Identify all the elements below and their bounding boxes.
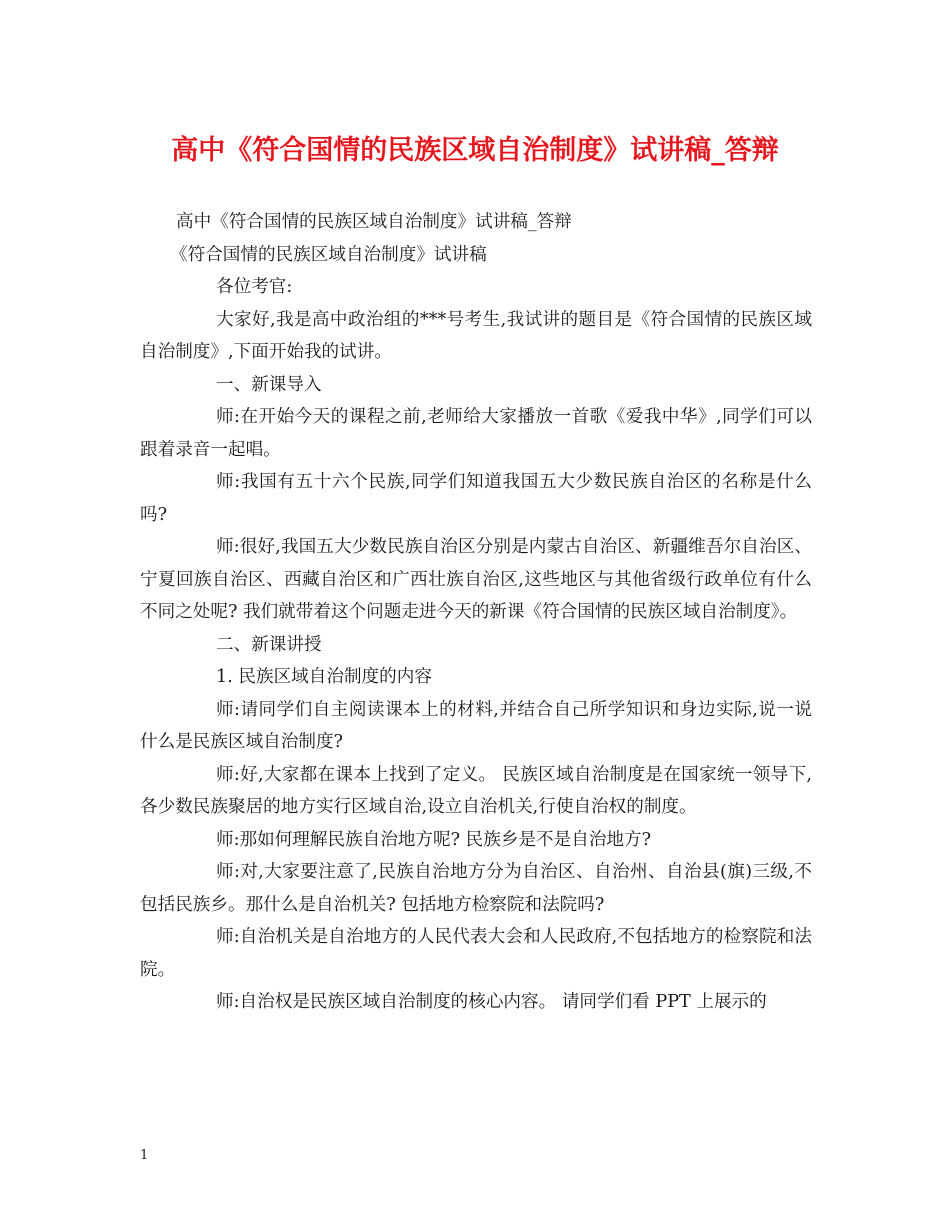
paragraph: 大家好,我是高中政治组的***号考生,我试讲的题目是《符合国情的民族区域自治制度》,下面开始我的试讲。: [140, 309, 812, 362]
paragraph: 师:好,大家都在课本上找到了定义。 民族区域自治制度是在国家统一领导下,各少数民族聚居的地方实行区域自治,设立自治机关,行使自治权的制度。: [140, 764, 812, 817]
page-number: 1: [140, 1148, 149, 1163]
paragraph: 师:请同学们自主阅读课本上的材料,并结合自己所学知识和身边实际,说一说什么是民族区域自治制度?: [140, 699, 812, 752]
paragraph: 师:自治权是民族区域自治制度的核心内容。 请同学们看 PPT 上展示的: [216, 992, 767, 1012]
paragraph: 师:我国有五十六个民族,同学们知道我国五大少数民族自治区的名称是什么吗?: [140, 472, 812, 525]
paragraph: 师:很好,我国五大少数民族自治区分别是内蒙古自治区、新疆维吾尔自治区、宁夏回族自治区、西藏自治区和广西壮族自治区,这些地区与其他省级行政单位有什么不同之处呢? 我们就带着这个问题走进今天的新课《符合国情的民族区域自治制度》。: [140, 537, 812, 622]
paragraph: 师:在开始今天的课程之前,老师给大家播放一首歌《爱我中华》,同学们可以跟着录音一起唱。: [140, 407, 812, 460]
paragraph-heading: 《符合国情的民族区域自治制度》试讲稿: [170, 244, 487, 265]
document-title: 高中《符合国情的民族区域自治制度》试讲稿_答辩: [171, 135, 779, 166]
document-body: [140, 206, 812, 1019]
section-heading: 二、新课讲授: [216, 634, 322, 655]
section-heading: 一、新课导入: [216, 374, 322, 395]
subsection-heading: 1. 民族区域自治制度的内容: [216, 667, 432, 687]
paragraph: 师:那如何理解民族自治地方呢? 民族乡是不是自治地方?: [216, 829, 652, 850]
paragraph: 师:自治机关是自治地方的人民代表大会和人民政府,不包括地方的检察院和法院。: [140, 927, 812, 980]
paragraph: 师:对,大家要注意了,民族自治地方分为自治区、自治州、自治县(旗)三级,不包括民族乡。那什么是自治机关? 包括地方检察院和法院吗?: [140, 862, 812, 915]
paragraph-subtitle: 高中《符合国情的民族区域自治制度》试讲稿_答辩: [176, 212, 572, 232]
paragraph-greeting: 各位考官:: [216, 277, 293, 297]
